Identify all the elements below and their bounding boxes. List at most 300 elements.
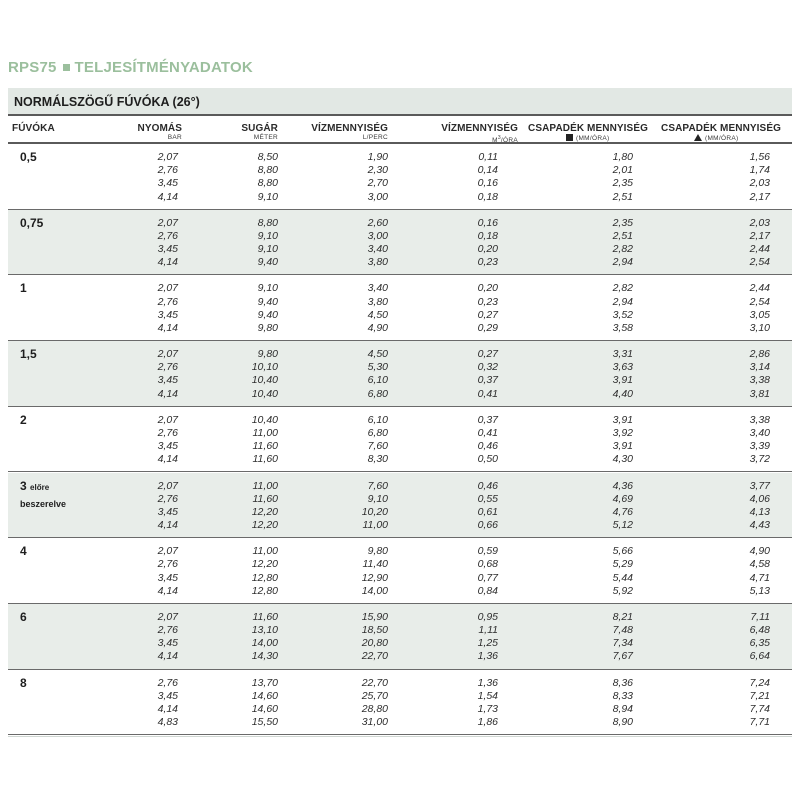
table-row — [8, 585, 792, 598]
table-cell: 2,07 — [157, 479, 178, 492]
table-cell: 9,10 — [257, 190, 278, 203]
table-cell: 3,80 — [367, 256, 388, 269]
table-cell: 3,45 — [157, 177, 178, 190]
table-cell: 20,80 — [361, 637, 388, 650]
table-cell: 2,35 — [612, 216, 633, 229]
table-cell: 3,45 — [157, 689, 178, 702]
table-cell: 4,14 — [157, 453, 178, 466]
table-cell: 0,37 — [477, 413, 498, 426]
table-cell: 12,20 — [251, 505, 278, 518]
table-cell: 31,00 — [361, 716, 388, 729]
table-cell: 12,80 — [251, 584, 278, 597]
table-cell: 3,52 — [612, 308, 633, 321]
table-cell: 3,72 — [749, 453, 770, 466]
table-cell: 2,30 — [367, 164, 388, 177]
table-cell: 5,30 — [367, 361, 388, 374]
table-cell: 3,92 — [612, 426, 633, 439]
table-cell: 2,01 — [612, 164, 633, 177]
table-cell: 14,60 — [251, 702, 278, 715]
table-cell: 5,66 — [612, 545, 633, 558]
header-precip-square-label: CSAPADÉK MENNYISÉG — [528, 123, 648, 134]
table-cell: 9,10 — [257, 282, 278, 295]
table-cell: 12,20 — [251, 519, 278, 532]
table-cell: 2,17 — [749, 229, 770, 242]
table-cell: 6,48 — [749, 624, 770, 637]
table-cell: 2,07 — [157, 348, 178, 361]
table-cell: 28,80 — [361, 702, 388, 715]
table-cell: 1,90 — [367, 151, 388, 163]
table-cell: 4,50 — [367, 308, 388, 321]
table-row — [8, 427, 792, 440]
nozzle-group — [8, 407, 792, 473]
table-cell: 8,21 — [612, 610, 633, 623]
table-cell: 8,80 — [257, 177, 278, 190]
square-bullet-icon — [63, 64, 70, 71]
table-cell: 10,10 — [251, 361, 278, 374]
table-cell: 9,10 — [257, 243, 278, 256]
table-cell: 9,40 — [257, 308, 278, 321]
table-cell: 3,38 — [749, 374, 770, 387]
table-cell: 11,60 — [252, 492, 278, 505]
nozzle-size-value: 8 — [20, 675, 27, 690]
table-cell: 7,11 — [750, 610, 770, 623]
header-flow-m3h-unit-rest: /ÓRA — [500, 137, 518, 145]
nozzle-group — [8, 210, 792, 276]
table-cell: 3,58 — [612, 321, 633, 334]
table-cell: 18,50 — [361, 624, 388, 637]
nozzle-note-line2: beszerelve — [20, 498, 67, 509]
table-cell: 3,80 — [367, 295, 388, 308]
table-cell: 2,07 — [157, 151, 178, 163]
table-row — [8, 361, 792, 374]
table-cell: 0,16 — [477, 177, 498, 190]
table-cell: 0,68 — [477, 558, 498, 571]
table-cell: 11,60 — [252, 610, 278, 623]
table-cell: 0,23 — [477, 256, 498, 269]
table-row — [8, 572, 792, 585]
table-cell: 2,07 — [157, 216, 178, 229]
table-cell: 9,80 — [257, 348, 278, 361]
table-cell: 3,45 — [157, 505, 178, 518]
header-flow-lpm-label: VÍZMENNYISÉG — [311, 123, 388, 134]
nozzle-group — [8, 670, 792, 736]
table-cell: 7,67 — [612, 650, 633, 663]
table-cell: 7,74 — [749, 702, 770, 715]
table-row — [8, 716, 792, 729]
table-cell: 2,86 — [749, 348, 770, 361]
table-caption: NORMÁLSZÖGŰ FÚVÓKA (26°) — [8, 88, 792, 116]
table-cell: 11,00 — [362, 519, 388, 532]
header-flow-m3h-unit-base: M — [492, 137, 498, 145]
table-cell: 0,61 — [477, 505, 498, 518]
table-cell: 9,40 — [257, 256, 278, 269]
table-cell: 2,44 — [749, 243, 770, 256]
table-row — [8, 624, 792, 637]
table-row — [8, 164, 792, 177]
table-cell: 0,18 — [477, 229, 498, 242]
header-flow-lpm-unit: L/PERC — [362, 134, 388, 141]
nozzle-size-value: 0,75 — [20, 215, 44, 230]
table-cell: 5,44 — [612, 571, 633, 584]
table-cell: 22,70 — [361, 676, 388, 689]
nozzle-note: előre — [30, 482, 50, 492]
table-cell: 2,07 — [157, 282, 178, 295]
table-cell: 9,80 — [367, 545, 388, 558]
table-cell: 2,70 — [367, 177, 388, 190]
table-cell: 14,00 — [251, 637, 278, 650]
header-radius — [198, 123, 278, 142]
table-cell: 3,40 — [367, 243, 388, 256]
table-cell: 13,10 — [251, 624, 278, 637]
table-cell: 2,76 — [157, 295, 178, 308]
table-cell: 0,41 — [477, 387, 498, 400]
table-row — [8, 519, 792, 532]
table-cell: 8,36 — [612, 676, 633, 689]
table-cell: 11,00 — [252, 479, 278, 492]
table-cell: 2,35 — [612, 177, 633, 190]
table-cell: 2,54 — [749, 295, 770, 308]
nozzle-group — [8, 538, 792, 604]
table-cell: 0,66 — [477, 519, 498, 532]
table-cell: 0,46 — [477, 440, 498, 453]
header-precip-triangle-unit-wrap — [661, 134, 786, 143]
table-row — [8, 440, 792, 453]
table-cell: 1,56 — [749, 151, 770, 163]
table-row — [8, 690, 792, 703]
table-cell: 4,50 — [367, 348, 388, 361]
table-row — [8, 282, 792, 295]
table-cell: 3,45 — [157, 440, 178, 453]
nozzle-size-value: 1,5 — [20, 347, 37, 362]
table-cell: 11,00 — [252, 426, 278, 439]
table-cell: 7,71 — [749, 716, 770, 729]
table-cell: 3,38 — [749, 413, 770, 426]
nozzle-group — [8, 604, 792, 670]
table-cell: 2,44 — [749, 282, 770, 295]
table-cell: 0,32 — [477, 361, 498, 374]
table-cell: 2,76 — [157, 624, 178, 637]
table-cell: 8,80 — [257, 216, 278, 229]
nozzle-group — [8, 275, 792, 341]
table-cell: 4,71 — [749, 571, 770, 584]
table-cell: 4,30 — [612, 453, 633, 466]
header-flow-m3h-label: VÍZMENNYISÉG — [441, 123, 518, 134]
table-cell: 4,06 — [749, 492, 770, 505]
header-precip-square — [528, 123, 651, 143]
table-cell: 7,60 — [367, 440, 388, 453]
table-cell: 1,54 — [477, 689, 498, 702]
nozzle-group — [8, 144, 792, 210]
table-cell: 2,07 — [157, 545, 178, 558]
header-precip-triangle-label: CSAPADÉK MENNYISÉG — [661, 123, 781, 134]
table-cell: 0,29 — [477, 321, 498, 334]
table-cell: 0,20 — [477, 282, 498, 295]
table-cell: 9,80 — [257, 321, 278, 334]
table-cell: 4,14 — [157, 519, 178, 532]
table-cell: 2,76 — [157, 676, 178, 689]
table-cell: 4,76 — [612, 505, 633, 518]
triangle-pattern-icon — [694, 134, 702, 141]
table-cell: 11,00 — [252, 545, 278, 558]
table-cell: 10,20 — [361, 505, 388, 518]
table-cell: 2,60 — [367, 216, 388, 229]
table-row — [8, 296, 792, 309]
table-cell: 2,82 — [612, 243, 633, 256]
table-row — [8, 637, 792, 650]
table-cell: 7,21 — [749, 689, 770, 702]
header-precip-square-unit-wrap — [528, 134, 651, 143]
table-row — [8, 493, 792, 506]
table-cell: 2,54 — [749, 256, 770, 269]
table-cell: 11,60 — [252, 453, 278, 466]
table-cell: 14,60 — [251, 689, 278, 702]
table-cell: 11,60 — [252, 440, 278, 453]
table-cell: 9,10 — [367, 492, 388, 505]
table-cell: 9,40 — [257, 295, 278, 308]
table-cell: 3,40 — [367, 282, 388, 295]
table-cell: 3,10 — [749, 321, 770, 334]
table-cell: 0,27 — [477, 348, 498, 361]
table-cell: 3,63 — [612, 361, 633, 374]
header-pressure-label: NYOMÁS — [137, 123, 182, 134]
table-cell: 1,86 — [477, 716, 498, 729]
table-cell: 2,07 — [157, 413, 178, 426]
table-row — [8, 309, 792, 322]
table-cell: 2,17 — [749, 190, 770, 203]
table-cell: 4,14 — [157, 702, 178, 715]
table-cell: 2,07 — [157, 610, 178, 623]
table-cell: 12,20 — [251, 558, 278, 571]
table-cell: 0,77 — [477, 571, 498, 584]
table-row — [8, 611, 792, 624]
nozzle-size-value: 2 — [20, 412, 27, 427]
table-cell: 1,11 — [478, 624, 498, 637]
table-cell: 3,77 — [749, 479, 770, 492]
table-row — [8, 217, 792, 230]
table-cell: 2,03 — [749, 177, 770, 190]
table-cell: 6,80 — [367, 426, 388, 439]
table-cell: 15,50 — [251, 716, 278, 729]
table-row — [8, 677, 792, 690]
table-cell: 8,33 — [612, 689, 633, 702]
table-cell: 15,90 — [361, 610, 388, 623]
table-cell: 0,41 — [477, 426, 498, 439]
nozzle-size-value: 1 — [20, 281, 27, 296]
table-cell: 4,14 — [157, 387, 178, 400]
table-cell: 3,00 — [367, 229, 388, 242]
table-cell: 4,40 — [612, 387, 633, 400]
table-row — [8, 558, 792, 571]
header-nozzle — [12, 123, 92, 134]
table-cell: 4,43 — [749, 519, 770, 532]
table-cell: 0,14 — [477, 164, 498, 177]
table-row — [8, 256, 792, 269]
table-cell: 0,16 — [477, 216, 498, 229]
table-row — [8, 650, 792, 663]
header-precip-square-unit: (MM/ÓRA) — [576, 135, 610, 142]
header-precip-triangle-unit: (MM/ÓRA) — [705, 135, 739, 142]
table-cell: 2,94 — [612, 295, 633, 308]
table-cell: 2,76 — [157, 229, 178, 242]
table-cell: 3,45 — [157, 308, 178, 321]
table-cell: 4,14 — [157, 256, 178, 269]
table-cell: 2,51 — [612, 190, 633, 203]
table-cell: 4,90 — [749, 545, 770, 558]
table-cell: 5,29 — [612, 558, 633, 571]
header-radius-label: SUGÁR — [241, 123, 278, 134]
table-row — [8, 151, 792, 164]
table-cell: 3,81 — [749, 387, 770, 400]
table-cell: 3,45 — [157, 243, 178, 256]
table-cell: 3,91 — [612, 440, 633, 453]
table-cell: 0,23 — [477, 295, 498, 308]
table-row — [8, 480, 792, 493]
table-cell: 8,30 — [367, 453, 388, 466]
table-cell: 3,05 — [749, 308, 770, 321]
table-cell: 5,13 — [749, 584, 770, 597]
table-cell: 3,45 — [157, 374, 178, 387]
nozzle-group — [8, 473, 792, 539]
table-cell: 4,14 — [157, 321, 178, 334]
table-cell: 11,40 — [362, 558, 388, 571]
square-pattern-icon — [566, 134, 573, 141]
table-cell: 6,35 — [749, 637, 770, 650]
table-cell: 0,59 — [477, 545, 498, 558]
table-cell: 2,76 — [157, 492, 178, 505]
table-cell: 3,91 — [612, 374, 633, 387]
table-cell: 4,83 — [157, 716, 178, 729]
table-cell: 7,34 — [612, 637, 633, 650]
table-row — [8, 177, 792, 190]
title-prefix: RPS75 — [8, 59, 57, 76]
table-cell: 12,90 — [361, 571, 388, 584]
table-cell: 8,94 — [612, 702, 633, 715]
table-cell: 0,55 — [477, 492, 498, 505]
table-cell: 3,14 — [749, 361, 770, 374]
table-cell: 0,37 — [477, 374, 498, 387]
header-flow-m3h-unit-sup: 3 — [497, 135, 501, 141]
table-cell: 8,50 — [257, 151, 278, 163]
table-cell: 3,31 — [612, 348, 633, 361]
table-row — [8, 453, 792, 466]
table-cell: 4,13 — [749, 505, 770, 518]
table-cell: 7,48 — [612, 624, 633, 637]
table-cell: 6,64 — [749, 650, 770, 663]
table-cell: 7,60 — [367, 479, 388, 492]
header-pressure — [92, 123, 182, 142]
performance-table — [8, 88, 792, 737]
table-row — [8, 506, 792, 519]
nozzle-size-value: 0,5 — [20, 150, 37, 164]
table-cell: 3,39 — [749, 440, 770, 453]
table-cell: 4,69 — [612, 492, 633, 505]
table-row — [8, 191, 792, 204]
table-cell: 4,90 — [367, 321, 388, 334]
table-cell: 0,46 — [477, 479, 498, 492]
table-cell: 8,90 — [612, 716, 633, 729]
header-pressure-unit: BAR — [167, 134, 182, 141]
table-cell: 0,95 — [477, 610, 498, 623]
table-cell: 0,84 — [477, 584, 498, 597]
table-cell: 3,45 — [157, 637, 178, 650]
table-cell: 1,25 — [477, 637, 498, 650]
header-nozzle-label: FÚVÓKA — [12, 123, 55, 134]
table-cell: 6,10 — [367, 374, 388, 387]
table-cell: 0,50 — [477, 453, 498, 466]
header-precip-triangle — [661, 123, 786, 143]
table-cell: 3,40 — [749, 426, 770, 439]
table-header-row — [8, 116, 792, 144]
table-cell: 8,80 — [257, 164, 278, 177]
table-row — [8, 230, 792, 243]
table-cell: 1,74 — [749, 164, 770, 177]
table-cell: 12,80 — [251, 571, 278, 584]
table-cell: 1,80 — [612, 151, 633, 163]
table-cell: 4,14 — [157, 190, 178, 203]
table-row — [8, 243, 792, 256]
table-row — [8, 374, 792, 387]
table-row — [8, 348, 792, 361]
table-cell: 25,70 — [361, 689, 388, 702]
table-cell: 2,03 — [749, 216, 770, 229]
table-cell: 6,10 — [367, 413, 388, 426]
table-row — [8, 414, 792, 427]
table-cell: 10,40 — [251, 413, 278, 426]
table-cell: 4,36 — [612, 479, 633, 492]
table-cell: 6,80 — [367, 387, 388, 400]
table-cell: 2,76 — [157, 426, 178, 439]
nozzle-size-value: 6 — [20, 609, 27, 624]
table-cell: 5,92 — [612, 584, 633, 597]
table-cell: 2,51 — [612, 229, 633, 242]
table-cell: 4,14 — [157, 584, 178, 597]
table-cell: 13,70 — [251, 676, 278, 689]
table-cell: 9,10 — [257, 229, 278, 242]
table-cell: 1,36 — [477, 676, 498, 689]
table-cell: 0,18 — [477, 190, 498, 203]
nozzle-group — [8, 341, 792, 407]
table-cell: 14,00 — [361, 584, 388, 597]
table-cell: 7,24 — [749, 676, 770, 689]
table-cell: 0,27 — [477, 308, 498, 321]
table-cell: 22,70 — [361, 650, 388, 663]
title-suffix: TELJESÍTMÉNYADATOK — [74, 59, 253, 76]
table-cell: 2,82 — [612, 282, 633, 295]
table-row — [8, 545, 792, 558]
header-radius-unit: MÉTER — [253, 134, 278, 141]
table-cell: 1,73 — [477, 702, 498, 715]
header-flow-m3h — [418, 123, 518, 145]
table-row — [8, 322, 792, 335]
table-cell: 4,58 — [749, 558, 770, 571]
table-cell: 0,11 — [478, 151, 498, 163]
table-cell: 3,91 — [612, 413, 633, 426]
table-cell: 3,00 — [367, 190, 388, 203]
nozzle-size-value: 3 — [20, 478, 27, 493]
table-row — [8, 703, 792, 716]
document-title — [8, 59, 253, 79]
table-cell: 2,94 — [612, 256, 633, 269]
table-cell: 14,30 — [251, 650, 278, 663]
nozzle-size-value: 4 — [20, 544, 27, 559]
table-cell: 2,76 — [157, 164, 178, 177]
table-row — [8, 388, 792, 401]
table-cell: 1,36 — [477, 650, 498, 663]
table-cell: 2,76 — [157, 361, 178, 374]
table-cell: 5,12 — [612, 519, 633, 532]
table-cell: 3,45 — [157, 571, 178, 584]
table-cell: 4,14 — [157, 650, 178, 663]
